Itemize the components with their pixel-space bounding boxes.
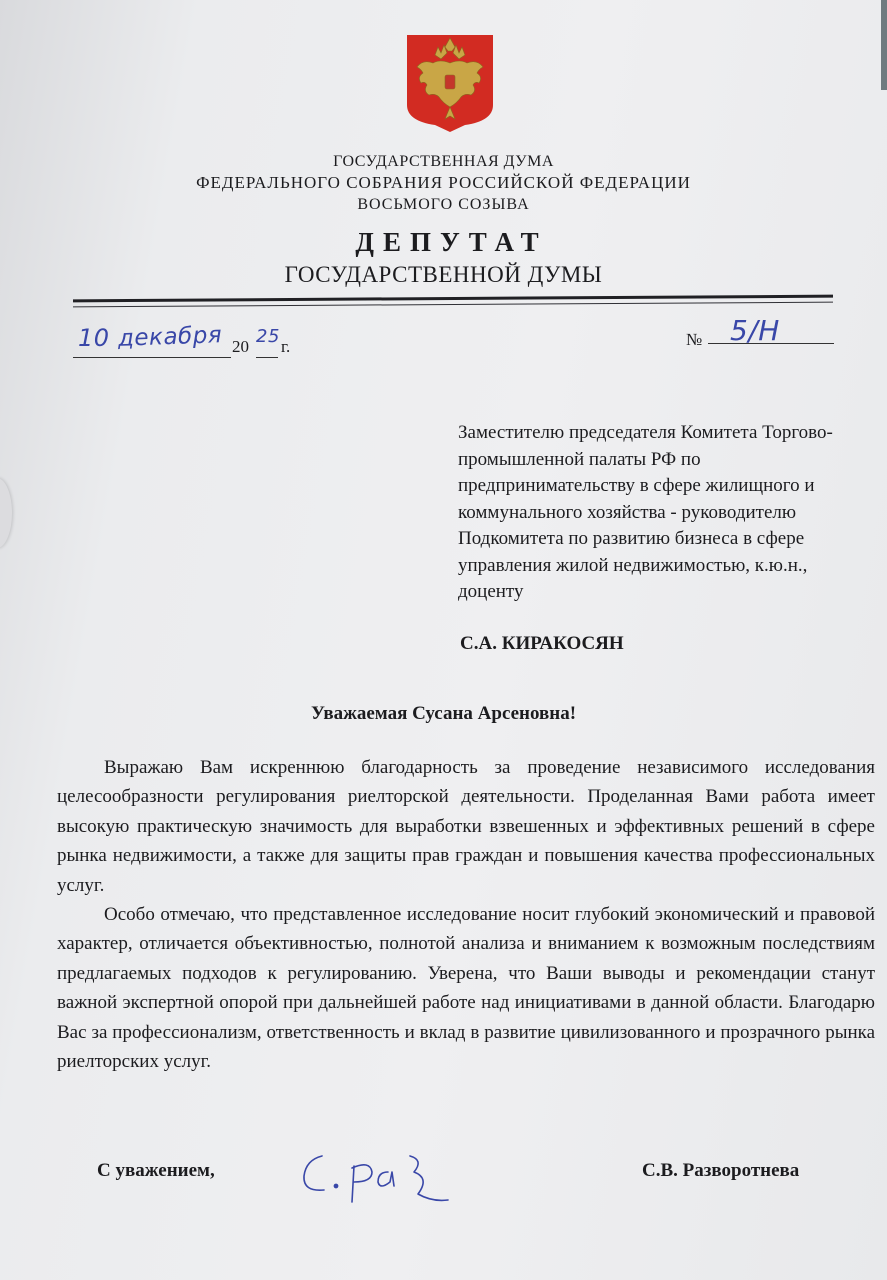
document-number-handwritten: 5/Н	[730, 314, 780, 347]
salutation: Уважаемая Сусана Арсеновна!	[310, 703, 577, 724]
header-divider-thick	[73, 295, 833, 303]
date-month-handwritten: декабря	[117, 322, 223, 352]
date-year-underline	[256, 357, 278, 358]
document-subtitle: ГОСУДАРСТВЕННОЙ ДУМЫ	[284, 262, 603, 287]
date-day-handwritten: 10	[78, 324, 110, 352]
signatory-name: С.В. Разворотнева	[642, 1160, 800, 1181]
date-year-handwritten: 25	[256, 326, 280, 347]
header-divider-thin	[73, 302, 833, 308]
document-title: ДЕПУТАТ	[355, 227, 548, 257]
date-underline	[73, 357, 231, 358]
header-line-1: ГОСУДАРСТВЕННАЯ ДУМА	[333, 153, 554, 170]
closing-regards: С уважением,	[97, 1160, 215, 1181]
number-label: №	[686, 330, 703, 349]
background-edge	[881, 0, 887, 90]
body-paragraph-1: Выражаю Вам искреннюю благодарность за проведение независимого исследования целесообразности регулирования риелторской деятельности. Проделанная Вами работа имеет высокую практическую значимость для выработки взвешенных и эффективных решений в сфере рынка недвижимости, а также для защиты прав граждан и повышения качества профессиональных услуг.	[57, 757, 875, 896]
handwritten-signature	[292, 1142, 462, 1212]
header-line-2: ФЕДЕРАЛЬНОГО СОБРАНИЯ РОССИЙСКОЙ ФЕДЕРАЦИИ	[196, 173, 691, 192]
paper-clip-tab	[0, 478, 12, 548]
date-year-unit: г.	[281, 337, 291, 356]
letter-body	[57, 753, 875, 1076]
addressee-position: Заместителю председателя Комитета Торгово-промышленной палаты РФ по предпринимательству в сфере жилищного и коммунального хозяйства - руководителю Подкомитета по развитию бизнеса в сфере управления жилой недвижимостью, к.ю.н., доценту	[458, 422, 833, 602]
body-paragraph-2: Особо отмечаю, что представленное исследование носит глубокий экономический и правовой характер, отличается объективностью, полнотой анализа и вниманием к возможным последствиям предлагаемых подходов к регулированию. Уверена, что Ваши выводы и рекомендации станут важной экспертной опорой при дальнейшей работе над инициативами в данной области. Благодарю Вас за профессионализм, ответственность и вклад в развитие цивилизованного и прозрачного рынка риелторских услуг.	[57, 904, 875, 1073]
header-line-3: ВОСЬМОГО СОЗЫВА	[357, 196, 530, 213]
russian-coat-of-arms-icon	[405, 33, 495, 133]
date-year-prefix: 20	[232, 337, 249, 356]
addressee-name: С.А. КИРАКОСЯН	[460, 633, 624, 654]
